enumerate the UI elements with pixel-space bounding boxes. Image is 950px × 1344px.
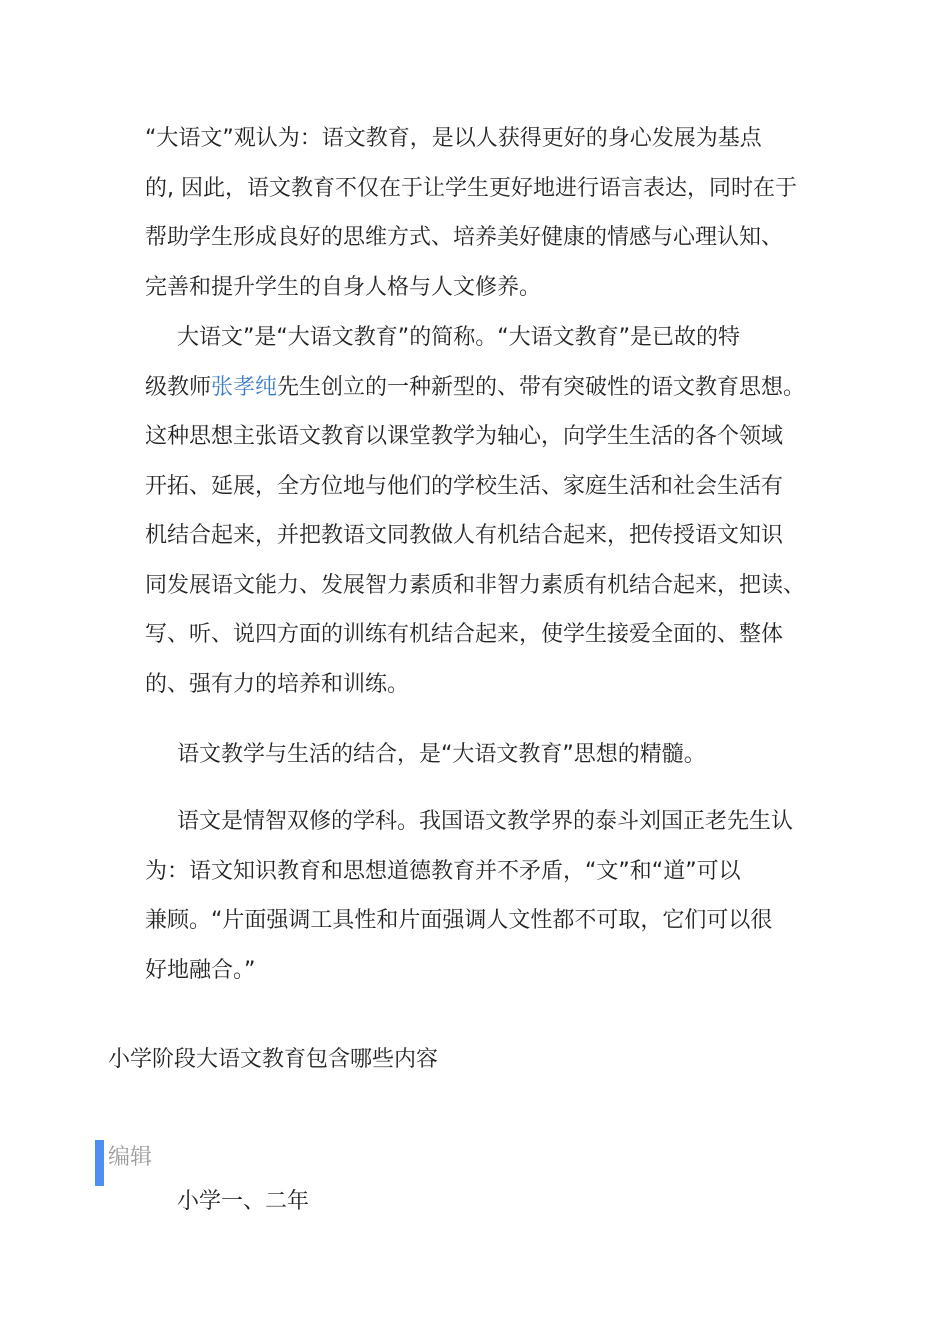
edit-link[interactable]: 编辑	[108, 1145, 153, 1170]
paragraph-line: 写、听、说四方面的训练有机结合起来，使学生接爱全面的、整体	[145, 622, 784, 647]
paragraph-line: 这种思想主张语文教育以课堂教学为轴心，向学生生活的各个领域	[145, 424, 784, 449]
paragraph-line: 开拓、延展，全方位地与他们的学校生活、家庭生活和社会生活有	[145, 473, 784, 499]
paragraph-line: 帮助学生形成良好的思维方式、培养美好健康的情感与心理认知、	[145, 225, 784, 250]
section-heading: 小学阶段大语文教育包含哪些内容	[108, 1047, 439, 1072]
paragraph-line: 语文教学与生活的结合，是“大语文教育”思想的精髓。	[177, 742, 706, 767]
paragraph-line: “大语文”观认为：语文教育，是以人获得更好的身心发展为基点	[145, 126, 762, 151]
paragraph-line: 大语文”是“大语文教育”的简称。“大语文教育”是已故的特	[177, 325, 740, 350]
paragraph-line: 完善和提升学生的自身人格与人文修养。	[145, 274, 542, 300]
paragraph-intro	[145, 114, 835, 312]
paragraph-essence	[145, 730, 835, 780]
edit-accent-bar	[95, 1140, 104, 1186]
text-segment: 先生创立的一种新型的、带有突破性的语文教育思想。	[277, 374, 806, 400]
paragraph-quote	[145, 797, 835, 995]
paragraph-line: 的, 因此，语文教育不仅在于让学生更好地进行语言表达，同时在于	[145, 175, 797, 201]
paragraph-line: 兼顾。“片面强调工具性和片面强调人文性都不可取，它们可以很	[145, 908, 773, 933]
text-segment: 级教师	[145, 374, 212, 400]
paragraph-line-with-link	[145, 363, 835, 413]
paragraph-line: 为：语文知识教育和思想道德教育并不矛盾，“文”和“道”可以	[145, 858, 741, 884]
paragraph-definition	[145, 313, 835, 709]
person-link[interactable]: 张孝纯	[211, 374, 278, 400]
paragraph-line: 机结合起来，并把教语文同教做人有机结合起来，把传授语文知识	[145, 523, 784, 548]
sub-heading: 小学一、二年	[177, 1189, 310, 1214]
paragraph-line: 语文是情智双修的学科。我国语文教学界的泰斗刘国正老先生认	[177, 809, 794, 834]
paragraph-line: 的、强有力的培养和训练。	[145, 671, 410, 697]
paragraph-line: 同发展语文能力、发展智力素质和非智力素质有机结合起来，把读、	[145, 572, 806, 598]
paragraph-line: 好地融合。”	[145, 957, 256, 983]
